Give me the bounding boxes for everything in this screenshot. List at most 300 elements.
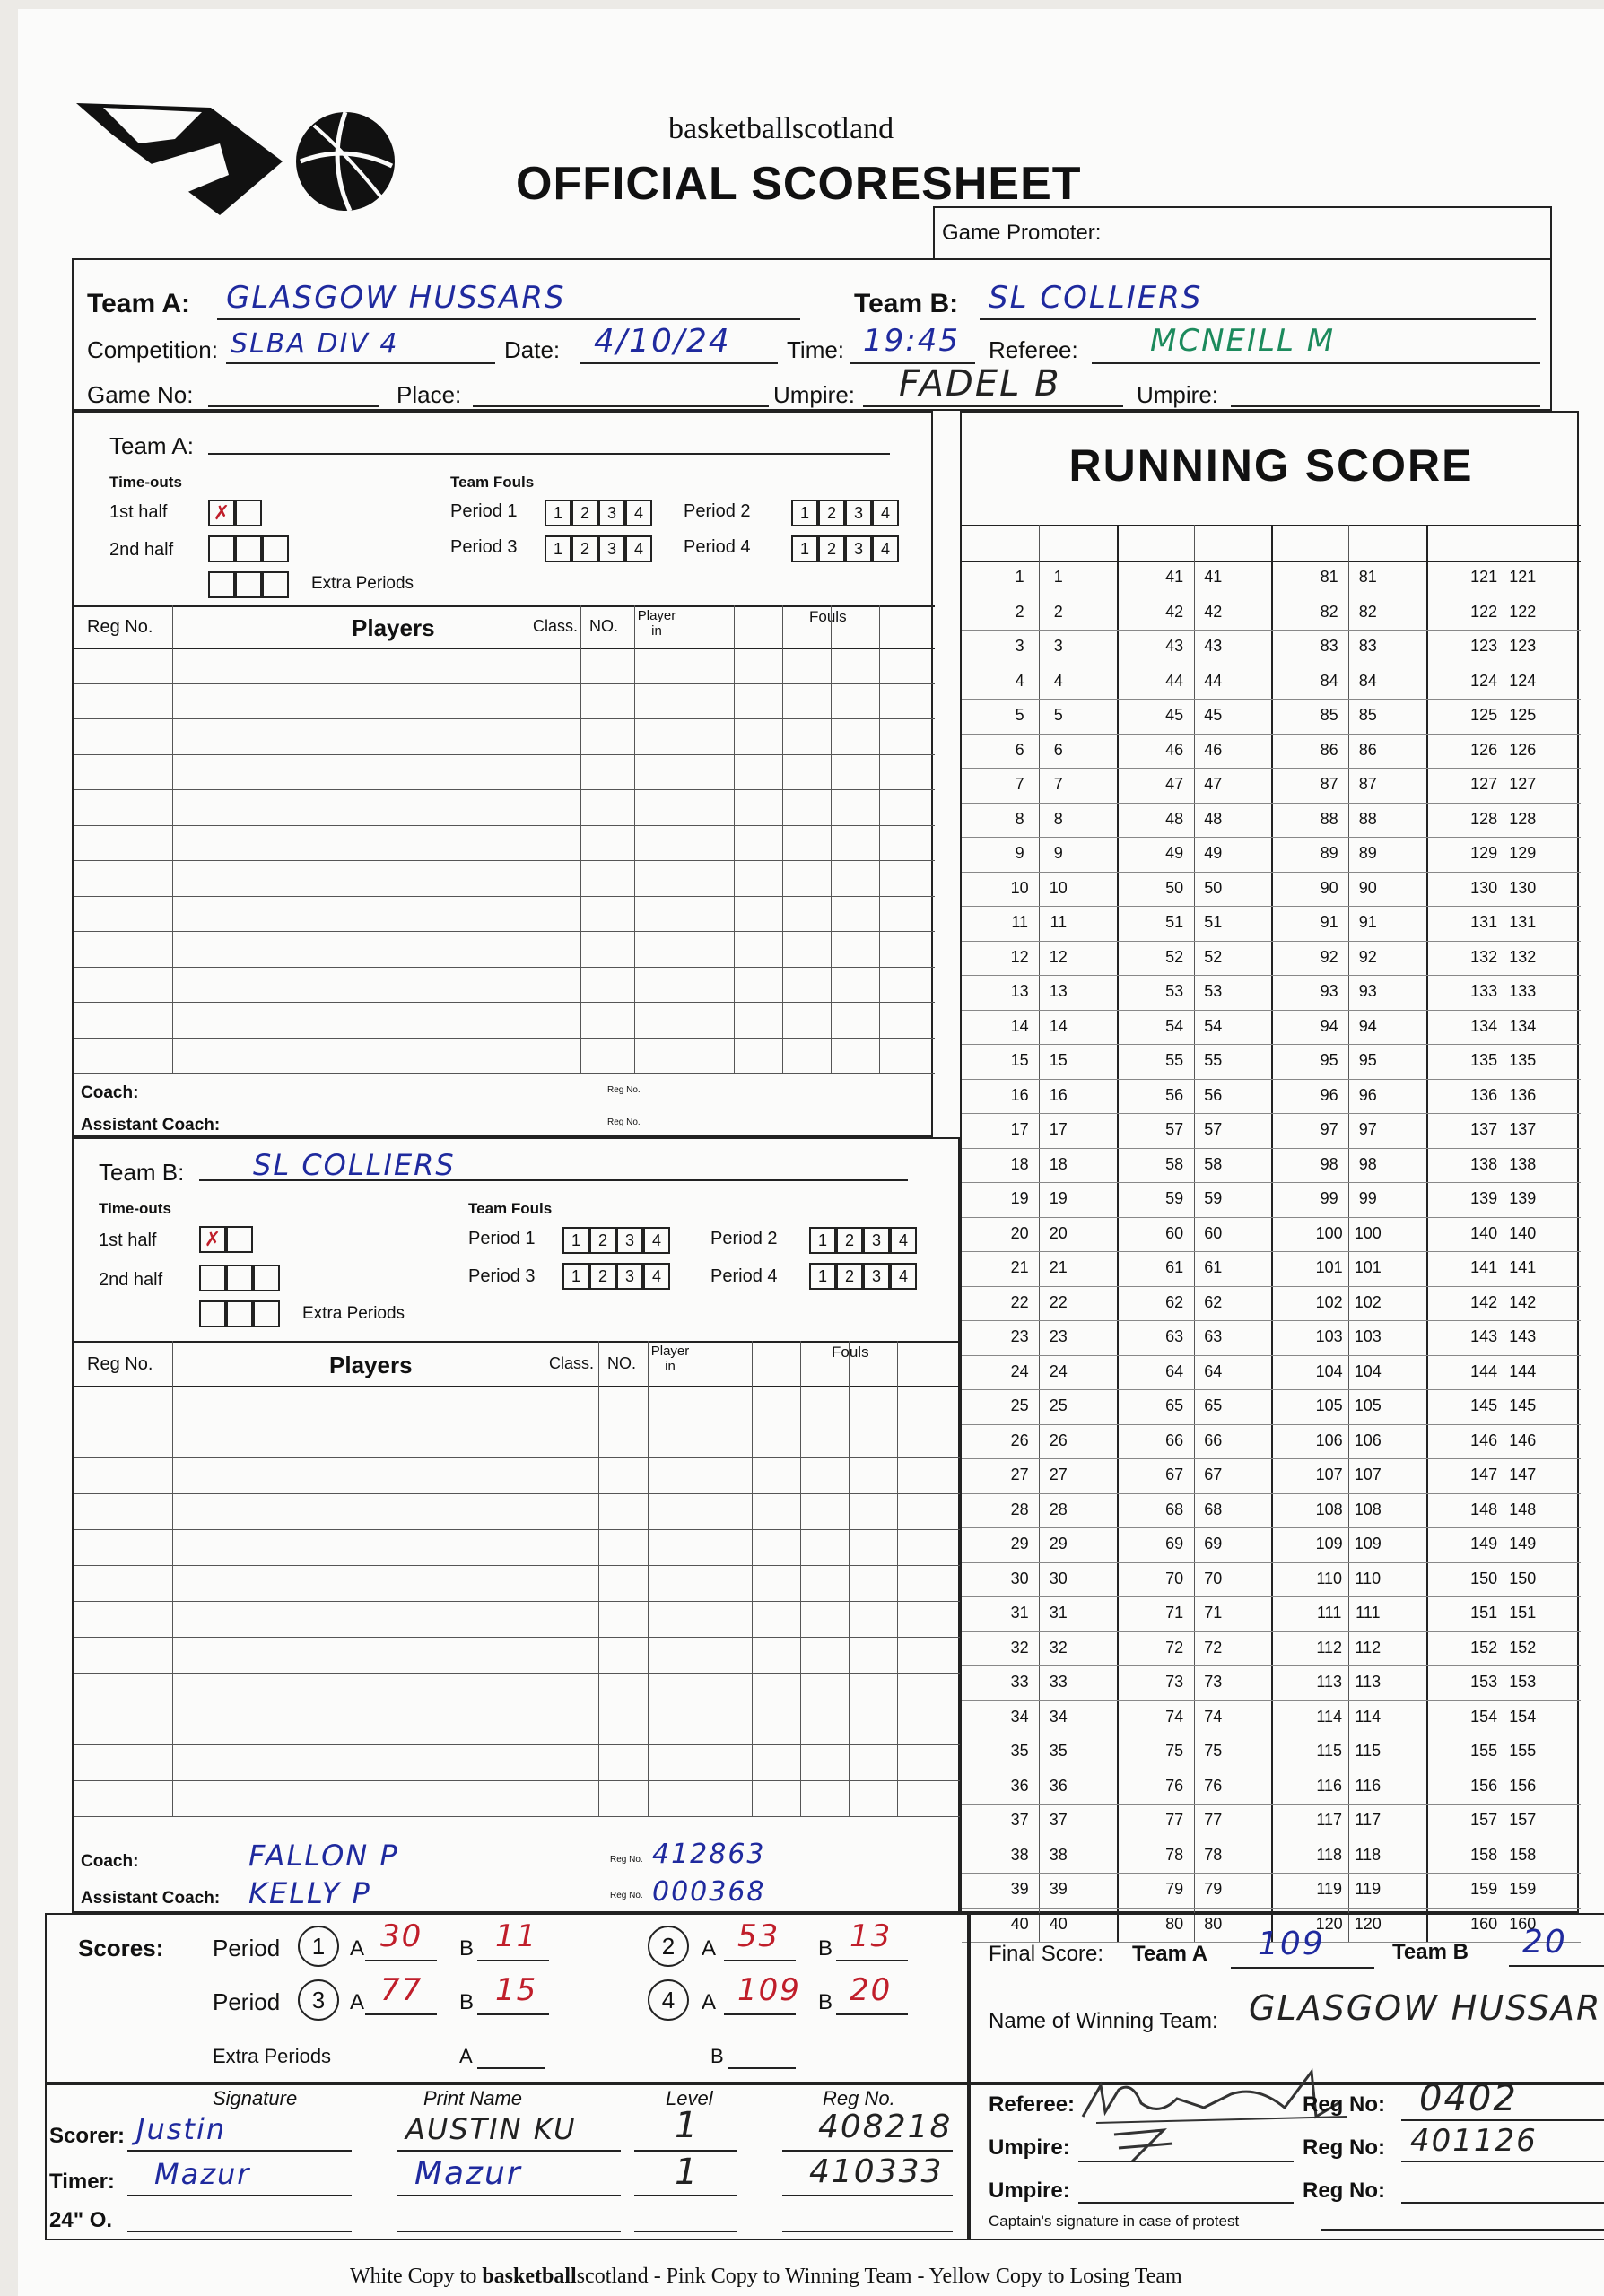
rs-number-a: 74 bbox=[1165, 1707, 1184, 1726]
col-line bbox=[598, 1341, 599, 1816]
rs-number-b: 78 bbox=[1204, 1845, 1223, 1864]
rs-number-a: 31 bbox=[1010, 1604, 1029, 1622]
rs-number-b: 9 bbox=[1053, 844, 1063, 862]
page-title: OFFICIAL SCORESHEET bbox=[516, 158, 1082, 210]
team-foul-box: 3 bbox=[616, 1227, 643, 1254]
rs-number-a: 137 bbox=[1470, 1120, 1498, 1138]
rs-number-a: 145 bbox=[1470, 1396, 1498, 1414]
footer-brand: basketball bbox=[482, 2265, 577, 2288]
final-team-b-score: 20 bbox=[1522, 1924, 1567, 1961]
team-b-asst-coach-label: Assistant Coach: bbox=[81, 1889, 221, 1908]
rs-row-line bbox=[962, 630, 1581, 631]
team-foul-box: 4 bbox=[872, 535, 899, 562]
rs-number-a: 90 bbox=[1320, 878, 1338, 897]
team-b-timeout-2[interactable] bbox=[226, 1226, 253, 1253]
rs-number-a: 77 bbox=[1165, 1811, 1184, 1829]
p2-b-score: 13 bbox=[850, 1918, 893, 1954]
p1-b-label: B bbox=[459, 1936, 475, 1961]
rs-number-a: 84 bbox=[1320, 671, 1338, 690]
row-line bbox=[74, 825, 935, 826]
rs-number-a: 96 bbox=[1320, 1085, 1338, 1104]
p2-a-score: 53 bbox=[737, 1918, 780, 1954]
team-b-extra-2[interactable] bbox=[226, 1300, 253, 1327]
team-a-extra-2[interactable] bbox=[235, 571, 262, 598]
rs-number-b: 129 bbox=[1509, 844, 1537, 862]
rs-number-b: 4 bbox=[1053, 671, 1063, 690]
umpire1-label: Umpire: bbox=[773, 381, 856, 408]
team-foul-box: 4 bbox=[625, 535, 652, 562]
rs-row-line bbox=[962, 1010, 1581, 1011]
officials-level-header: Level bbox=[666, 2087, 713, 2109]
rs-number-a: 42 bbox=[1165, 602, 1184, 621]
scorer-print-name: AUSTIN KU bbox=[405, 2112, 577, 2146]
rs-number-b: 135 bbox=[1509, 1051, 1537, 1069]
rs-number-b: 66 bbox=[1204, 1431, 1223, 1449]
footer-post: - Pink Copy to Winning Team - Yellow Copy to Losing Team bbox=[648, 2265, 1182, 2288]
team-b-no-header: NO. bbox=[607, 1354, 637, 1372]
row-line bbox=[74, 896, 935, 897]
umpire1-value: FADEL B bbox=[899, 363, 1061, 404]
team-a-timeout-1[interactable]: ✗ bbox=[208, 500, 235, 526]
row-line bbox=[74, 1673, 962, 1674]
team-a-second-half-label: 2nd half bbox=[109, 540, 174, 560]
team-a-timeout-5[interactable] bbox=[262, 535, 289, 562]
team-b-coach-reg-label: Reg No. bbox=[610, 1855, 643, 1865]
rs-row-line bbox=[962, 1148, 1581, 1149]
rs-number-a: 12 bbox=[1010, 947, 1029, 966]
team-a-first-half-label: 1st half bbox=[109, 502, 168, 522]
rs-number-a: 115 bbox=[1316, 1742, 1343, 1760]
rs-number-b: 96 bbox=[1358, 1085, 1377, 1104]
rs-number-a: 91 bbox=[1320, 913, 1338, 931]
rs-number-a: 104 bbox=[1315, 1361, 1343, 1380]
rs-number-a: 6 bbox=[1015, 740, 1024, 759]
rs-number-b: 64 bbox=[1204, 1361, 1223, 1380]
rs-number-a: 160 bbox=[1470, 1914, 1498, 1933]
rs-number-a: 61 bbox=[1165, 1258, 1184, 1276]
rs-number-a: 75 bbox=[1165, 1742, 1184, 1760]
rs-number-a: 44 bbox=[1165, 671, 1184, 690]
rs-number-b: 158 bbox=[1509, 1845, 1537, 1864]
rs-number-b: 83 bbox=[1358, 637, 1377, 655]
row-line bbox=[74, 931, 935, 932]
rs-number-b: 108 bbox=[1354, 1500, 1382, 1518]
rs-row-line bbox=[962, 1079, 1581, 1080]
rs-number-a: 28 bbox=[1010, 1500, 1029, 1518]
team-b-label: Team B: bbox=[854, 289, 959, 318]
place-label: Place: bbox=[397, 381, 462, 408]
rs-row-line bbox=[962, 1527, 1581, 1528]
rs-number-b: 127 bbox=[1509, 775, 1537, 793]
header-info-box bbox=[72, 258, 1552, 411]
rs-col-line bbox=[1426, 525, 1428, 1942]
rs-number-b: 110 bbox=[1355, 1569, 1382, 1587]
rs-number-b: 112 bbox=[1355, 1638, 1382, 1657]
rs-col-line bbox=[1271, 525, 1273, 1942]
row-line bbox=[74, 1529, 962, 1530]
period1-num: 1 bbox=[298, 1926, 339, 1967]
team-b-timeout-1[interactable]: ✗ bbox=[199, 1226, 226, 1253]
rs-number-b: 55 bbox=[1204, 1051, 1223, 1069]
rs-number-a: 116 bbox=[1316, 1776, 1343, 1795]
team-foul-box: 3 bbox=[863, 1227, 890, 1254]
rs-number-b: 65 bbox=[1204, 1396, 1223, 1414]
col-line bbox=[172, 605, 173, 1073]
rs-number-b: 19 bbox=[1049, 1189, 1068, 1207]
team-a-in-header: Player in bbox=[637, 608, 676, 639]
team-foul-box: 3 bbox=[845, 535, 872, 562]
rs-number-a: 94 bbox=[1320, 1016, 1338, 1035]
rs-number-b: 15 bbox=[1049, 1051, 1068, 1069]
rs-number-b: 100 bbox=[1354, 1223, 1382, 1242]
rs-number-a: 67 bbox=[1165, 1465, 1184, 1483]
rs-number-b: 119 bbox=[1355, 1880, 1382, 1898]
col-line bbox=[849, 1341, 850, 1816]
scorer-level: 1 bbox=[675, 2105, 700, 2146]
rs-number-b: 26 bbox=[1049, 1431, 1068, 1449]
rs-number-a: 157 bbox=[1470, 1811, 1498, 1829]
time-value: 19:45 bbox=[863, 323, 960, 359]
rs-number-a: 89 bbox=[1320, 844, 1338, 862]
rs-number-b: 85 bbox=[1358, 706, 1377, 724]
team-foul-box: 1 bbox=[791, 500, 818, 526]
period1-label: Period bbox=[213, 1935, 281, 1961]
rs-number-b: 10 bbox=[1049, 878, 1068, 897]
rs-number-a: 151 bbox=[1470, 1604, 1498, 1622]
umpire-sign-label: Umpire: bbox=[989, 2135, 1070, 2160]
timer-level: 1 bbox=[675, 2152, 700, 2193]
rs-number-b: 63 bbox=[1204, 1327, 1223, 1345]
rs-number-b: 143 bbox=[1509, 1327, 1537, 1345]
rs-number-a: 26 bbox=[1010, 1431, 1029, 1449]
rs-number-a: 3 bbox=[1015, 637, 1024, 655]
team-b-timeout-5[interactable] bbox=[253, 1265, 280, 1292]
timer-label: Timer: bbox=[49, 2170, 115, 2194]
rs-number-b: 113 bbox=[1355, 1673, 1382, 1691]
team-b-class-header: Class. bbox=[549, 1354, 595, 1372]
rs-number-b: 39 bbox=[1049, 1880, 1068, 1898]
rs-number-a: 79 bbox=[1165, 1880, 1184, 1898]
rs-number-b: 5 bbox=[1053, 706, 1063, 724]
team-b-team-fouls-label: Team Fouls bbox=[468, 1200, 553, 1217]
team-foul-box: 2 bbox=[818, 500, 845, 526]
rs-number-a: 112 bbox=[1316, 1638, 1343, 1657]
rs-number-a: 148 bbox=[1470, 1500, 1498, 1518]
scorer-label: Scorer: bbox=[49, 2124, 126, 2148]
footer-brand2: scotland bbox=[576, 2265, 649, 2288]
row-line bbox=[74, 860, 935, 861]
running-score-section bbox=[960, 411, 1579, 1933]
rs-number-a: 88 bbox=[1320, 809, 1338, 828]
rs-number-a: 50 bbox=[1165, 878, 1184, 897]
rs-row-line bbox=[962, 1562, 1581, 1563]
rs-number-b: 141 bbox=[1509, 1258, 1537, 1276]
team-b-period1-label: Period 1 bbox=[468, 1229, 536, 1248]
rs-number-b: 52 bbox=[1204, 947, 1223, 966]
timer-reg: 410333 bbox=[809, 2153, 944, 2190]
rs-number-a: 40 bbox=[1010, 1914, 1029, 1933]
final-score-label: Final Score: bbox=[989, 1942, 1104, 1966]
rs-row-line bbox=[962, 1113, 1581, 1114]
rs-number-b: 92 bbox=[1358, 947, 1377, 966]
rs-number-b: 116 bbox=[1355, 1776, 1382, 1795]
rs-number-a: 54 bbox=[1165, 1016, 1184, 1035]
p2-b-label: B bbox=[818, 1936, 833, 1961]
team-a-fouls-header: Fouls bbox=[809, 608, 847, 625]
rs-row-line bbox=[962, 1596, 1581, 1597]
rs-number-b: 102 bbox=[1354, 1292, 1382, 1311]
rs-number-b: 36 bbox=[1049, 1776, 1068, 1795]
team-a-coach-reg-label: Reg No. bbox=[607, 1085, 641, 1095]
rs-number-a: 100 bbox=[1315, 1223, 1343, 1242]
team-foul-box: 2 bbox=[589, 1227, 616, 1254]
rs-number-b: 138 bbox=[1509, 1154, 1537, 1173]
rs-row-line bbox=[962, 699, 1581, 700]
rs-number-b: 8 bbox=[1053, 809, 1063, 828]
rs-row-line bbox=[962, 906, 1581, 907]
rs-row-line bbox=[962, 1182, 1581, 1183]
rs-number-a: 7 bbox=[1015, 775, 1024, 793]
rs-number-b: 61 bbox=[1204, 1258, 1223, 1276]
rs-number-a: 27 bbox=[1010, 1465, 1029, 1483]
team-a-period3-label: Period 3 bbox=[450, 537, 518, 557]
umpire2-sign-label: Umpire: bbox=[989, 2179, 1070, 2203]
rs-number-a: 38 bbox=[1010, 1845, 1029, 1864]
captain-protest-label: Captain's signature in case of protest bbox=[989, 2213, 1240, 2230]
rs-number-a: 147 bbox=[1470, 1465, 1498, 1483]
rs-number-b: 72 bbox=[1204, 1638, 1223, 1657]
rs-number-a: 18 bbox=[1010, 1154, 1029, 1173]
rs-number-b: 131 bbox=[1509, 913, 1537, 931]
rs-number-b: 128 bbox=[1509, 809, 1537, 828]
rs-number-a: 68 bbox=[1165, 1500, 1184, 1518]
rs-row-line bbox=[962, 1665, 1581, 1666]
shot-clock-label: 24" O. bbox=[49, 2208, 113, 2232]
rs-number-b: 91 bbox=[1358, 913, 1377, 931]
col-line bbox=[800, 1341, 801, 1816]
team-a-extra-1[interactable] bbox=[208, 571, 235, 598]
rs-number-a: 121 bbox=[1470, 568, 1498, 586]
rs-number-a: 126 bbox=[1470, 740, 1498, 759]
rs-number-a: 130 bbox=[1470, 878, 1498, 897]
team-foul-box: 3 bbox=[598, 500, 625, 526]
p1-a-score: 30 bbox=[380, 1918, 423, 1954]
team-b-timeout-3[interactable] bbox=[199, 1265, 226, 1292]
col-line bbox=[734, 605, 735, 1073]
rs-number-a: 82 bbox=[1320, 602, 1338, 621]
rs-number-a: 81 bbox=[1320, 568, 1338, 586]
team-b-second-half-label: 2nd half bbox=[99, 1270, 163, 1290]
rs-number-a: 2 bbox=[1015, 602, 1024, 621]
p4-b-label: B bbox=[818, 1990, 833, 2014]
footer-copy-note bbox=[350, 2265, 1182, 2289]
team-a-extra-3[interactable] bbox=[262, 571, 289, 598]
rs-number-a: 122 bbox=[1470, 602, 1498, 621]
rs-number-a: 159 bbox=[1470, 1880, 1498, 1898]
col-line bbox=[831, 605, 832, 1073]
scoresheet bbox=[18, 9, 1604, 2296]
rs-number-b: 155 bbox=[1509, 1742, 1537, 1760]
team-foul-box: 3 bbox=[616, 1263, 643, 1290]
team-b-reg-header: Reg No. bbox=[87, 1354, 153, 1374]
rs-number-a: 63 bbox=[1165, 1327, 1184, 1345]
umpire-signature bbox=[1110, 2121, 1208, 2166]
officials-print-name-header: Print Name bbox=[423, 2087, 523, 2109]
rs-number-b: 109 bbox=[1354, 1535, 1382, 1552]
rs-row-line bbox=[962, 1908, 1581, 1909]
rs-number-b: 20 bbox=[1049, 1223, 1068, 1242]
rs-number-a: 129 bbox=[1470, 844, 1498, 862]
period-scores-box bbox=[45, 1913, 969, 2083]
rs-number-b: 132 bbox=[1509, 947, 1537, 966]
rs-number-a: 4 bbox=[1015, 671, 1024, 690]
team-foul-box: 2 bbox=[836, 1263, 863, 1290]
rs-number-a: 86 bbox=[1320, 740, 1338, 759]
row-line bbox=[74, 1780, 962, 1781]
rs-number-b: 84 bbox=[1358, 671, 1377, 690]
rs-number-b: 140 bbox=[1509, 1223, 1537, 1242]
team-a-timeouts-label: Time-outs bbox=[109, 474, 182, 491]
rs-number-b: 103 bbox=[1354, 1327, 1382, 1345]
rs-number-a: 140 bbox=[1470, 1223, 1498, 1242]
rs-number-b: 21 bbox=[1049, 1258, 1068, 1276]
col-line bbox=[172, 1341, 173, 1816]
rs-number-a: 158 bbox=[1470, 1845, 1498, 1864]
rs-number-b: 115 bbox=[1355, 1742, 1382, 1760]
team-a-no-header: NO. bbox=[589, 617, 619, 635]
rs-number-a: 49 bbox=[1165, 844, 1184, 862]
rs-number-b: 79 bbox=[1204, 1880, 1223, 1898]
rs-number-a: 46 bbox=[1165, 740, 1184, 759]
team-foul-box: 1 bbox=[545, 535, 571, 562]
team-foul-box: 2 bbox=[589, 1263, 616, 1290]
rs-row-line bbox=[962, 1424, 1581, 1425]
period3-num: 3 bbox=[298, 1979, 339, 2021]
team-b-section-label: Team B: bbox=[99, 1159, 185, 1186]
rs-number-a: 153 bbox=[1470, 1673, 1498, 1691]
rs-number-a: 98 bbox=[1320, 1154, 1338, 1173]
team-b-extra-1[interactable] bbox=[199, 1300, 226, 1327]
rs-number-a: 34 bbox=[1010, 1707, 1029, 1726]
rs-number-b: 3 bbox=[1053, 637, 1063, 655]
rs-number-b: 16 bbox=[1049, 1085, 1068, 1104]
rs-number-b: 1 bbox=[1053, 568, 1063, 586]
rs-number-a: 14 bbox=[1010, 1016, 1029, 1035]
team-a-period2-label: Period 2 bbox=[684, 501, 751, 521]
org-name: basketballscotland bbox=[668, 112, 894, 145]
rs-number-b: 94 bbox=[1358, 1016, 1377, 1035]
team-foul-box: 2 bbox=[571, 500, 598, 526]
rs-number-a: 25 bbox=[1010, 1396, 1029, 1414]
team-a-period4-label: Period 4 bbox=[684, 537, 751, 557]
rs-row-line bbox=[962, 1804, 1581, 1805]
row-line bbox=[74, 967, 935, 968]
rs-number-a: 66 bbox=[1165, 1431, 1184, 1449]
rs-row-line bbox=[962, 768, 1581, 769]
referee-sign-label: Referee: bbox=[989, 2092, 1076, 2117]
team-b-name: SL COLLIERS bbox=[989, 280, 1203, 316]
winning-team-value: GLASGOW HUSSAR bbox=[1249, 1988, 1602, 2028]
rs-number-a: 95 bbox=[1320, 1051, 1338, 1069]
team-a-team-fouls-label: Team Fouls bbox=[450, 474, 535, 491]
row-line bbox=[74, 1744, 962, 1745]
period3-label: Period bbox=[213, 1988, 281, 2015]
rs-number-b: 121 bbox=[1509, 568, 1537, 586]
rs-number-b: 28 bbox=[1049, 1500, 1068, 1518]
rs-number-a: 105 bbox=[1315, 1396, 1343, 1414]
rs-row-line bbox=[962, 1044, 1581, 1045]
rs-number-b: 114 bbox=[1355, 1707, 1382, 1726]
team-b-section bbox=[72, 1137, 960, 1913]
team-b-asst-reg-label: Reg No. bbox=[610, 1891, 643, 1900]
officials-box bbox=[45, 2083, 969, 2240]
rs-number-b: 31 bbox=[1049, 1604, 1068, 1622]
team-foul-box: 2 bbox=[818, 535, 845, 562]
game-no-label: Game No: bbox=[87, 381, 194, 408]
rs-number-b: 145 bbox=[1509, 1396, 1537, 1414]
rs-number-a: 56 bbox=[1165, 1085, 1184, 1104]
team-b-section-name: SL COLLIERS bbox=[253, 1148, 456, 1182]
team-b-timeout-4[interactable] bbox=[226, 1265, 253, 1292]
team-b-in-header: Player in bbox=[650, 1344, 690, 1374]
rs-row-line bbox=[962, 1217, 1581, 1218]
team-a-timeout-2[interactable] bbox=[235, 500, 262, 526]
rs-row-line bbox=[962, 1251, 1581, 1252]
p1-a-label: A bbox=[350, 1936, 365, 1961]
team-foul-box: 4 bbox=[643, 1263, 670, 1290]
team-foul-box: 4 bbox=[872, 500, 899, 526]
rs-number-a: 72 bbox=[1165, 1638, 1184, 1657]
rs-number-a: 62 bbox=[1165, 1292, 1184, 1311]
rs-number-a: 80 bbox=[1165, 1914, 1184, 1933]
p3-b-label: B bbox=[459, 1990, 475, 2014]
rs-number-a: 144 bbox=[1470, 1361, 1498, 1380]
rs-row-line bbox=[962, 941, 1581, 942]
rs-number-a: 150 bbox=[1470, 1569, 1498, 1587]
team-foul-box: 1 bbox=[545, 500, 571, 526]
extra-periods-label: Extra Periods bbox=[213, 2045, 332, 2067]
team-b-extra-3[interactable] bbox=[253, 1300, 280, 1327]
p3-a-score: 77 bbox=[380, 1972, 423, 2008]
rs-number-b: 62 bbox=[1204, 1292, 1223, 1311]
rs-number-a: 141 bbox=[1470, 1258, 1498, 1276]
rs-number-a: 103 bbox=[1315, 1327, 1343, 1345]
referee-value: MCNEILL M bbox=[1150, 323, 1336, 359]
rs-number-a: 35 bbox=[1010, 1742, 1029, 1760]
rs-col-line bbox=[1117, 525, 1119, 1942]
row-line bbox=[74, 1073, 935, 1074]
rs-number-b: 146 bbox=[1509, 1431, 1537, 1449]
team-a-players-header: Players bbox=[352, 614, 435, 641]
date-value: 4/10/24 bbox=[594, 323, 731, 360]
col-line bbox=[580, 605, 581, 1073]
rs-number-a: 143 bbox=[1470, 1327, 1498, 1345]
rs-number-b: 150 bbox=[1509, 1569, 1537, 1587]
date-label: Date: bbox=[504, 336, 561, 363]
rs-number-b: 56 bbox=[1204, 1085, 1223, 1104]
team-a-section-label: Team A: bbox=[109, 432, 194, 459]
final-team-a-label: Team A bbox=[1132, 1942, 1208, 1966]
running-score-title: RUNNING SCORE bbox=[1068, 440, 1474, 491]
rs-number-a: 107 bbox=[1315, 1465, 1343, 1483]
referees-box bbox=[969, 2078, 1604, 2240]
scorer-reg: 408218 bbox=[818, 2109, 953, 2145]
rs-number-a: 136 bbox=[1470, 1085, 1498, 1104]
team-a-timeout-3[interactable] bbox=[208, 535, 235, 562]
team-a-timeout-4[interactable] bbox=[235, 535, 262, 562]
rs-number-a: 134 bbox=[1470, 1016, 1498, 1035]
rs-number-a: 120 bbox=[1315, 1914, 1343, 1933]
